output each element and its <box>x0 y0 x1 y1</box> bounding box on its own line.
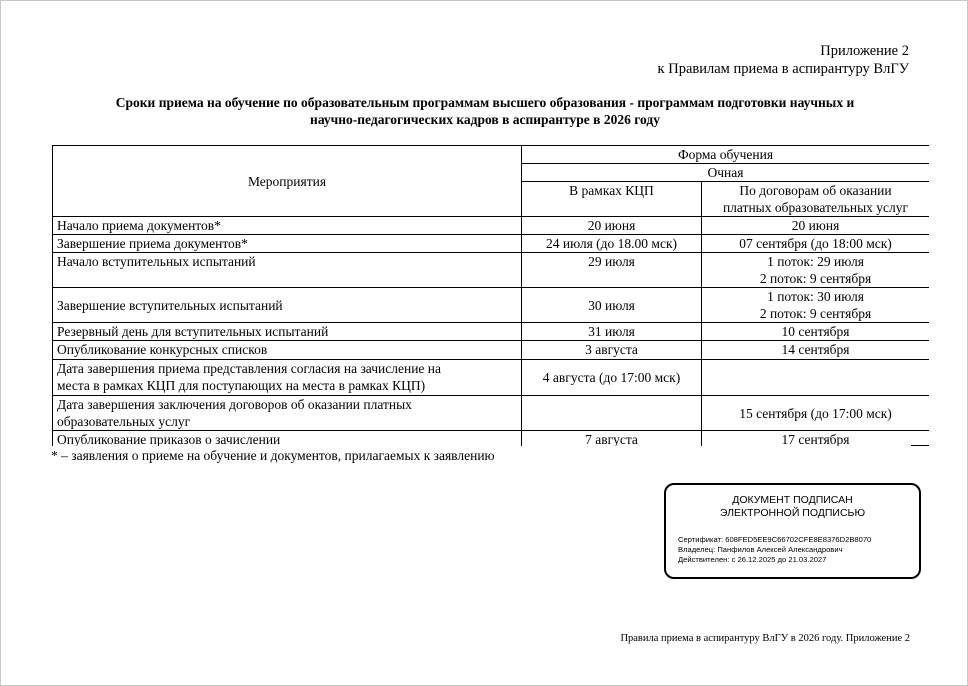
event-line-1: Дата завершения приема представления согласия на зачисление на <box>57 361 442 376</box>
stamp-heading <box>666 494 919 520</box>
event-line-1: Дата завершения заключения договоров об оказании платных <box>57 397 412 412</box>
event-cell: Начало приема документов* <box>53 217 522 235</box>
title-line-1: Сроки приема на обучение по образовательным программам высшего образования - программам подготовки научных и <box>115 95 855 110</box>
table-row <box>53 323 930 341</box>
table-row <box>53 253 930 288</box>
kcp-date-cell <box>522 396 702 431</box>
paid-date-cell <box>702 288 930 323</box>
header-paid-line-2: платных образовательных услуг <box>722 200 909 215</box>
table-row <box>53 396 930 431</box>
kcp-date-cell: 7 августа <box>522 431 702 447</box>
schedule-table-container <box>52 145 929 446</box>
event-cell: Опубликование конкурсных списков <box>53 341 522 360</box>
paid-date-cell <box>702 360 930 396</box>
header-paid-line-1: По договорам об оказании <box>739 183 892 198</box>
document-title <box>51 94 919 128</box>
event-line-2: образовательных услуг <box>57 414 191 429</box>
table-row <box>53 431 930 447</box>
header-study-form: Форма обучения <box>522 146 930 164</box>
event-cell: Резервный день для вступительных испытаний <box>53 323 522 341</box>
title-line-2: научно-педагогических кадров в аспирантуре в 2026 году <box>310 112 660 127</box>
schedule-table <box>52 145 929 446</box>
paid-date-cell: 20 июня <box>702 217 930 235</box>
event-cell <box>53 396 522 431</box>
paid-date-cell: 10 сентября <box>702 323 930 341</box>
event-cell: Начало вступительных испытаний <box>53 253 522 288</box>
header-kcp: В рамках КЦП <box>522 182 702 217</box>
kcp-date-cell: 29 июля <box>522 253 702 288</box>
event-cell <box>53 360 522 396</box>
paid-date-cell: 15 сентября (до 17:00 мск) <box>702 396 930 431</box>
page-footer: Правила приема в аспирантуру ВлГУ в 2026 году. Приложение 2 <box>620 633 910 644</box>
stamp-details <box>678 535 871 565</box>
stamp-certificate: Сертификат: 608FED5EE9C66702CFE8E8376D2B8070 <box>678 535 872 544</box>
stamp-validity: Действителен: с 26.12.2025 до 21.03.2027 <box>678 555 827 564</box>
paid-date-cell <box>702 253 930 288</box>
kcp-date-cell: 24 июля (до 18.00 мск) <box>522 235 702 253</box>
electronic-signature-stamp <box>664 483 921 579</box>
stamp-owner: Владелец: Панфилов Алексей Александрович <box>678 545 843 554</box>
paid-date-cell: 17 сентября <box>702 431 930 447</box>
event-cell: Завершение приема документов* <box>53 235 522 253</box>
paid-date-cell: 14 сентября <box>702 341 930 360</box>
header-paid <box>702 182 930 217</box>
stamp-heading-line-2: ЭЛЕКТРОННОЙ ПОДПИСЬЮ <box>719 507 866 519</box>
kcp-date-cell: 4 августа (до 17:00 мск) <box>522 360 702 396</box>
paid-stream-2: 2 поток: 9 сентября <box>759 271 872 286</box>
table-row <box>53 360 930 396</box>
paid-stream-2: 2 поток: 9 сентября <box>759 306 872 321</box>
kcp-date-cell: 3 августа <box>522 341 702 360</box>
header-events: Мероприятия <box>53 146 522 217</box>
event-line-2: места в рамках КЦП для поступающих на места в рамках КЦП) <box>57 378 426 393</box>
paid-stream-1: 1 поток: 30 июля <box>767 289 864 304</box>
table-row <box>53 288 930 323</box>
event-cell: Завершение вступительных испытаний <box>53 288 522 323</box>
table-bottom-border-fragment <box>911 445 929 446</box>
footnote: * – заявления о приеме на обучение и документов, прилагаемых к заявлению <box>51 448 495 463</box>
appendix-reference <box>658 42 909 78</box>
table-row <box>53 217 930 235</box>
header-row-1 <box>53 146 930 164</box>
event-cell: Опубликование приказов о зачислении <box>53 431 522 447</box>
paid-date-cell: 07 сентября (до 18:00 мск) <box>702 235 930 253</box>
table-row <box>53 341 930 360</box>
kcp-date-cell: 20 июня <box>522 217 702 235</box>
header-full-time: Очная <box>522 164 930 182</box>
kcp-date-cell: 30 июля <box>522 288 702 323</box>
appendix-number: Приложение 2 <box>820 43 909 59</box>
paid-stream-1: 1 поток: 29 июля <box>767 254 864 269</box>
table-row <box>53 235 930 253</box>
stamp-heading-line-1: ДОКУМЕНТ ПОДПИСАН <box>732 494 853 506</box>
kcp-date-cell: 31 июля <box>522 323 702 341</box>
appendix-rules-reference: к Правилам приема в аспирантуру ВлГУ <box>657 61 909 77</box>
